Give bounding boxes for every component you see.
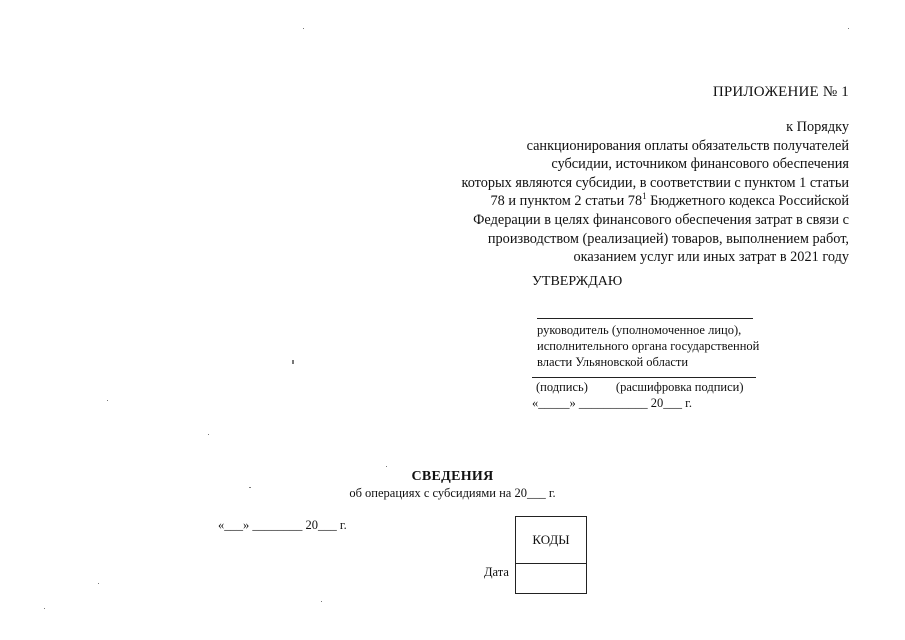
approver-role-line: исполнительного органа государственной <box>537 339 760 353</box>
scan-speck <box>321 601 322 602</box>
scan-speck <box>44 608 45 609</box>
official-name-line <box>537 318 753 319</box>
codes-header: КОДЫ <box>516 517 586 564</box>
scan-speck <box>386 466 387 467</box>
document-heading: СВЕДЕНИЯ <box>411 469 494 484</box>
codes-table <box>515 516 587 594</box>
preamble-line-part: 78 и пунктом 2 статьи 78 <box>490 193 643 210</box>
report-date-line: «___» ________ 20___ г. <box>218 518 347 532</box>
scan-speck <box>208 434 209 435</box>
approval-label: УТВЕРЖДАЮ <box>532 274 623 289</box>
scan-speck <box>249 487 251 488</box>
preamble-line <box>379 192 849 211</box>
signature-captions <box>536 380 744 395</box>
scan-speck <box>303 28 304 29</box>
approver-role-line: руководитель (уполномоченное лицо), <box>537 323 742 337</box>
article-superscript: 1 <box>642 191 647 202</box>
approver-role-line: власти Ульяновской области <box>537 355 689 369</box>
preamble-line: к Порядку <box>786 119 849 135</box>
scan-speck <box>292 360 294 364</box>
preamble-line-part: Бюджетного кодекса Российской <box>646 193 849 210</box>
appendix-title: ПРИЛОЖЕНИЕ № 1 <box>712 84 849 100</box>
preamble-line: производством (реализацией) товаров, выполнением работ, <box>487 230 849 247</box>
scan-speck <box>98 583 99 584</box>
document-subheading: об операциях с субсидиями на 20___ г. <box>349 486 556 500</box>
date-code-cell <box>516 564 586 593</box>
date-label: Дата <box>484 565 509 579</box>
approver-role <box>537 322 759 370</box>
preamble-line: которых являются субсидии, в соответствии с пунктом 1 статьи <box>461 174 849 191</box>
signature-caption: (подпись) <box>536 380 588 394</box>
preamble-line: субсидии, источником финансового обеспечения <box>551 156 849 173</box>
appendix-preamble <box>379 118 849 267</box>
scan-speck <box>848 28 849 29</box>
preamble-line: Федерации в целях финансового обеспечения затрат в связи с <box>473 211 849 228</box>
scan-speck <box>107 400 108 401</box>
signature-line <box>532 377 756 378</box>
preamble-line: санкционирования оплаты обязательств получателей <box>526 137 849 154</box>
approval-date-line: «_____» ___________ 20___ г. <box>532 396 692 410</box>
preamble-line: оказанием услуг или иных затрат в 2021 году <box>573 249 849 266</box>
decoding-caption: (расшифровка подписи) <box>615 380 744 394</box>
